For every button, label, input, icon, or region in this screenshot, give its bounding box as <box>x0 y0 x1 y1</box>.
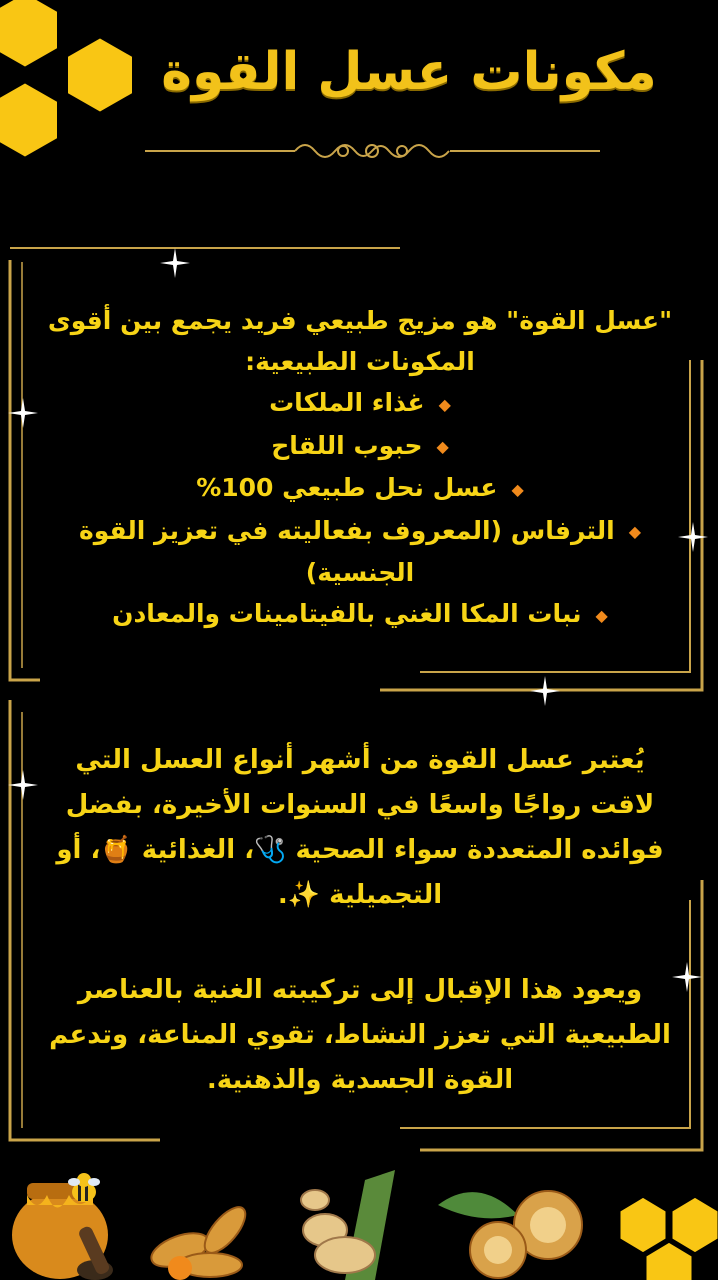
honeycomb-icon <box>608 1170 718 1280</box>
sparkle-icon <box>8 770 38 800</box>
turmeric-root-icon <box>140 1170 270 1280</box>
sparkle-icon <box>8 398 38 428</box>
diamond-bullet-icon: ◆ <box>438 394 451 414</box>
sparkle-icon <box>530 676 560 706</box>
ginger-root-icon <box>285 1160 415 1280</box>
benefits-paragraph: يُعتبر عسل القوة من أشهر أنواع العسل التي لاقت رواجًا واسعًا في السنوات الأخيرة، بفضل فوائده المتعددة سواء الصحية 🩺، الغذائية 🍯، أو التجميلية ✨. <box>56 745 664 910</box>
diamond-bullet-icon: ◆ <box>628 522 642 541</box>
intro-text: "عسل القوة" هو مزيج طبيعي فريد يجمع بين أقوى المكونات الطبيعية: <box>47 306 673 376</box>
sparkle-icon <box>160 248 190 278</box>
sparkle-icon <box>678 522 708 552</box>
honeycomb-icon <box>0 0 150 230</box>
diamond-bullet-icon: ◆ <box>595 605 608 625</box>
list-item: ◆الترفاس (المعروف بفعاليته في تعزيز القوة الجنسية) <box>78 515 642 587</box>
list-item: ◆نبات المكا الغني بالفيتامينات والمعادن <box>112 599 608 628</box>
list-item: ◆غذاء الملكات <box>269 388 451 417</box>
ingredients-list <box>40 382 680 636</box>
page-title: مكونات عسل القوة <box>161 42 657 102</box>
list-item: ◆عسل نحل طبيعي 100% <box>196 473 524 502</box>
ingredients-panel <box>40 300 680 636</box>
list-item: ◆حبوب اللقاح <box>271 430 449 460</box>
composition-paragraph: ويعود هذا الإقبال إلى تركيبته الغنية بالعناصر الطبيعية التي تعزز النشاط، تقوي المناعة، وتدعم القوة الجسدية والذهنية. <box>49 975 671 1095</box>
diamond-bullet-icon: ◆ <box>436 437 449 456</box>
bee-icon <box>64 1168 104 1208</box>
maca-root-icon <box>428 1165 598 1280</box>
diamond-bullet-icon: ◆ <box>511 479 524 499</box>
ornament-divider-icon <box>145 136 600 166</box>
